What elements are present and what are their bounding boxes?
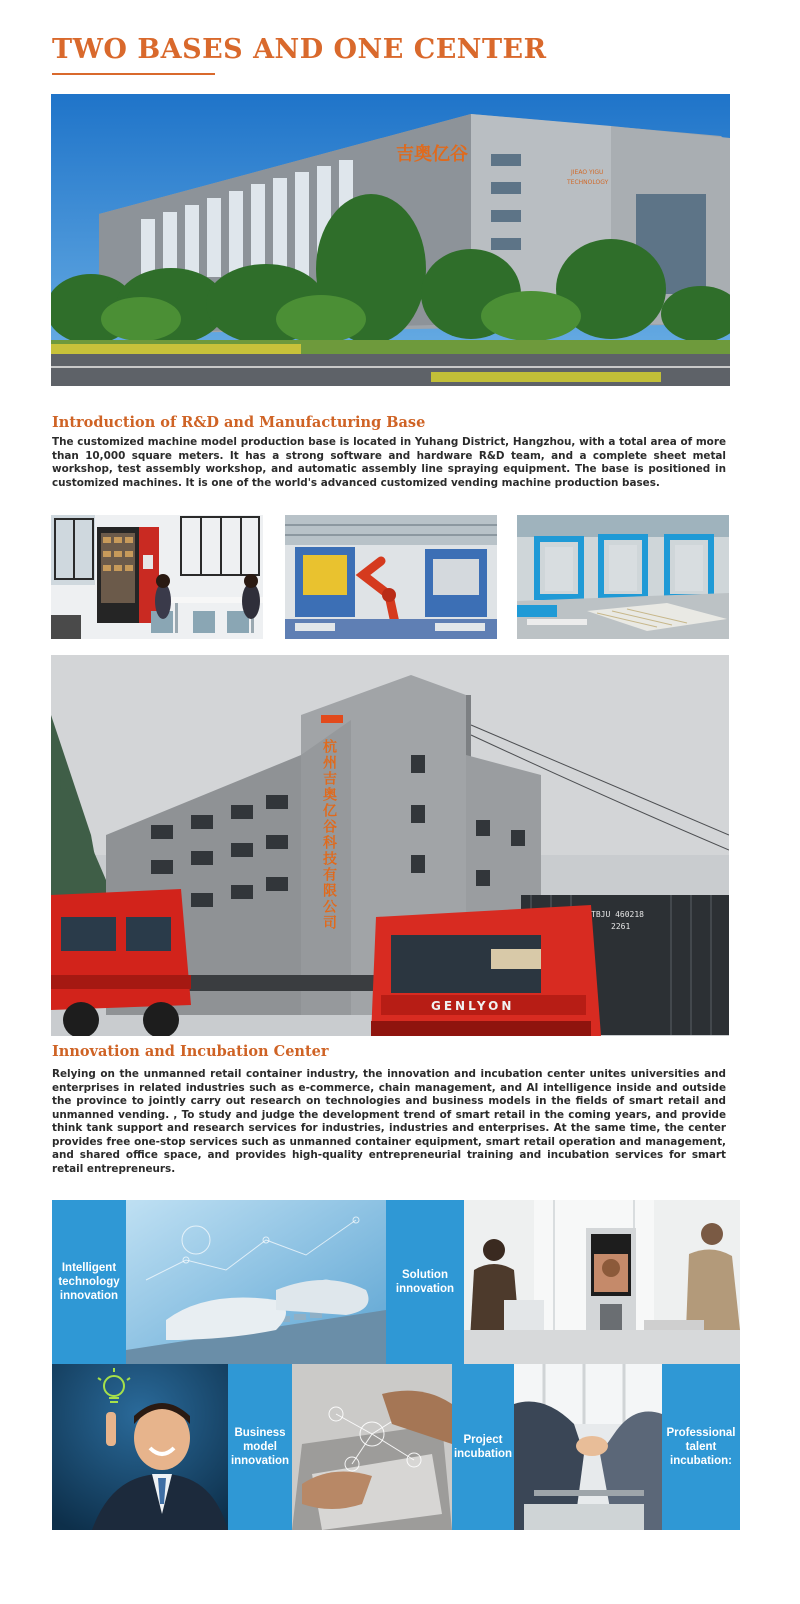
section-body-rd-base: The customized machine model production base is located in Yuhang District, Hangzhou, with a total area of more than 10,000 square meters. It has a strong software and hardware R&D team, and a complete sheet metal workshop, test assembly workshop, and automatic assembly line spraying equipment. The base is positioned in customized machines. It is one of the world's advanced customized vending machine production bases. bbox=[52, 436, 726, 489]
laptop-hands-photo bbox=[292, 1364, 452, 1530]
building-en-sign-1: JIEAO YIGU bbox=[571, 169, 604, 176]
tile-professional-talent: Professional talent incubation: bbox=[662, 1364, 740, 1530]
factory-trucks-photo bbox=[51, 655, 729, 1036]
tile-project-incubation: Project incubation bbox=[452, 1364, 514, 1530]
section-heading-rd-base: Introduction of R&D and Manufacturing Base bbox=[52, 414, 426, 431]
tile-intelligent-technology: Intelligent technology innovation bbox=[52, 1200, 126, 1364]
tile-business-model: Business model innovation bbox=[228, 1364, 292, 1530]
handshake-photo bbox=[514, 1364, 662, 1530]
office-photo bbox=[51, 515, 263, 639]
tile-solution-innovation: Solution innovation bbox=[386, 1200, 464, 1364]
section-body-innovation: Relying on the unmanned retail container industry, the innovation and incubation center unites universities and enterprises in related industries such as e-commerce, chain management, and AI intelligence inside and outside the province to jointly carry out research on technologies and business models in the fields of smart retail and unmanned vending. , To study and judge the development trend of smart retail in the coming years, and provide think tank support and research services for industries, industries and enterprises. At the same time, the center provides free one-stop services such as unmanned container equipment, smart retail operation and management, and shared office space, and provides high-quality entrepreneurial training and incubation services for smart retail entrepreneurs. bbox=[52, 1068, 726, 1175]
factory-vertical-sign: 杭州吉奥亿谷科技有限公司 bbox=[321, 739, 337, 931]
office-kiosk-photo bbox=[464, 1200, 740, 1364]
truck-brand: GENLYON bbox=[431, 999, 515, 1013]
page-title: TWO BASES AND ONE CENTER bbox=[52, 34, 547, 65]
building-cn-sign: 吉奥亿谷 bbox=[396, 144, 468, 165]
smiling-man-photo bbox=[52, 1364, 228, 1530]
rd-building-photo bbox=[51, 94, 730, 386]
assembly-line-photo bbox=[517, 515, 729, 639]
container-id: TBJU 460218 bbox=[591, 910, 644, 919]
robot-workshop-photo bbox=[285, 515, 497, 639]
keyboard-tech-photo bbox=[126, 1200, 386, 1364]
building-en-sign-2: TECHNOLOGY bbox=[567, 179, 609, 186]
section-heading-innovation: Innovation and Incubation Center bbox=[52, 1043, 329, 1060]
title-underline bbox=[52, 73, 215, 75]
container-sub: 2261 bbox=[611, 922, 631, 931]
